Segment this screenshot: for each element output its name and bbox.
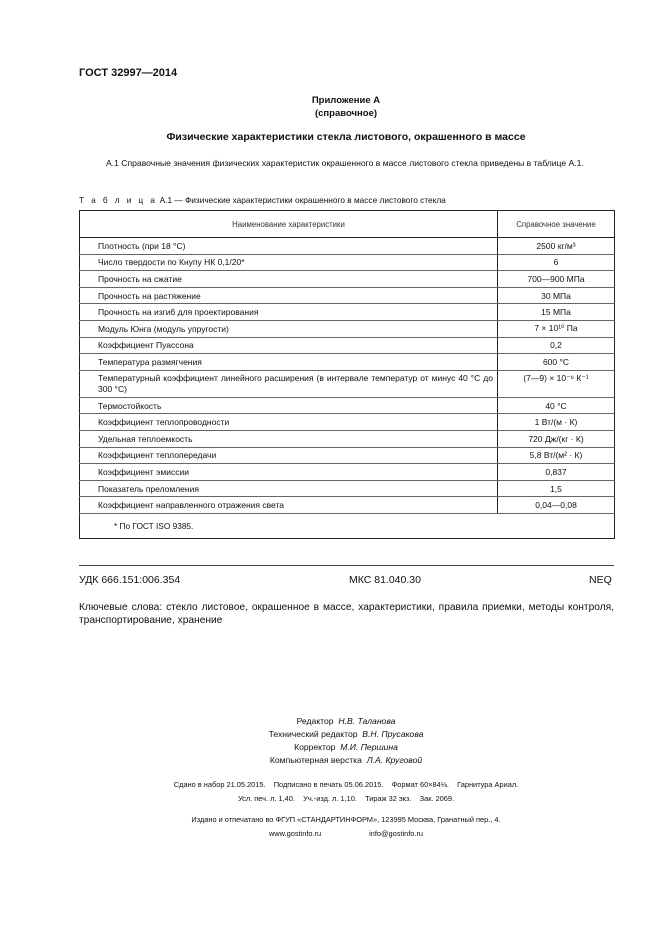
table-row xyxy=(80,430,615,447)
row-name: Коэффициент теплопередачи xyxy=(80,447,498,464)
credit-role: Технический редактор xyxy=(268,729,358,739)
intro-paragraph: А.1 Справочные значения физических характеристик окрашенного в массе листового стекла приведены в таблице А.1. xyxy=(106,158,584,168)
document-header: ГОСТ 32997—2014 xyxy=(79,67,178,79)
row-name: Модуль Юнга (модуль упругости) xyxy=(80,320,498,337)
appendix-heading: Физические характеристики стекла листового, окрашенного в массе xyxy=(166,131,526,143)
credit-role: Корректор xyxy=(294,742,336,752)
row-value: 600 °С xyxy=(498,354,615,371)
characteristics-table xyxy=(79,210,615,539)
row-value: 720 Дж/(кг · К) xyxy=(498,430,615,447)
row-name: Число твердости по Кнупу НК 0,1/20* xyxy=(80,254,498,271)
credit-editor xyxy=(79,716,613,726)
row-name: Коэффициент Пуассона xyxy=(80,337,498,354)
row-name: Термостойкость xyxy=(80,397,498,414)
neq-label: NEQ xyxy=(589,574,612,586)
mks-code: МКС 81.040.30 xyxy=(349,574,421,586)
row-value: 0,2 xyxy=(498,337,615,354)
row-name: Температурный коэффициент линейного расширения (в интервале температур от минус 40 °С до 300 °С) xyxy=(80,370,498,397)
appendix-subtitle: (справочное) xyxy=(314,108,378,119)
row-value: 5,8 Вт/(м² · К) xyxy=(498,447,615,464)
row-value: 7 × 10¹⁰ Па xyxy=(498,320,615,337)
row-name: Коэффициент направленного отражения света xyxy=(80,497,498,514)
row-name: Прочность на изгиб для проектирования xyxy=(80,304,498,321)
website-link[interactable]: www.gostinfo.ru xyxy=(268,829,322,838)
column-header-value: Справочное значение xyxy=(498,211,615,238)
table-row xyxy=(80,414,615,431)
row-value: 0,837 xyxy=(498,464,615,481)
table-row xyxy=(80,304,615,321)
table-row xyxy=(80,480,615,497)
imprint-line-2: Усл. печ. л. 1,40. Уч.-изд. л. 1,10. Тираж 32 экз. Зак. 2069. xyxy=(237,794,455,803)
row-name: Температура размягчения xyxy=(80,354,498,371)
table-row xyxy=(80,464,615,481)
keywords: Ключевые слова: стекло листовое, окрашенное в массе, характеристики, правила приемки, методы контроля, транспортирование, хранение xyxy=(79,602,614,626)
imprint-line-1: Сдано в набор 21.05.2015. Подписано в печать 05.06.2015. Формат 60×84⅛. Гарнитура Ариал. xyxy=(173,780,519,789)
section-divider xyxy=(79,565,614,566)
credit-layout xyxy=(79,755,613,765)
row-value: 1 Вт/(м · К) xyxy=(498,414,615,431)
table-caption xyxy=(79,195,446,205)
table-row xyxy=(80,287,615,304)
table-row xyxy=(80,397,615,414)
row-value: 700—900 МПа xyxy=(498,271,615,288)
appendix-title: Приложение А xyxy=(311,95,381,106)
column-header-name: Наименование характеристики xyxy=(80,211,498,238)
row-value: 15 МПа xyxy=(498,304,615,321)
row-name: Прочность на растяжение xyxy=(80,287,498,304)
row-name: Коэффициент эмиссии xyxy=(80,464,498,481)
table-header-row xyxy=(80,211,615,238)
row-value: 1,5 xyxy=(498,480,615,497)
credit-role: Компьютерная верстка xyxy=(269,755,362,765)
imprint-line-3: Издано и отпечатано во ФГУП «СТАНДАРТИНФОРМ», 123995 Москва, Гранатный пер., 4. xyxy=(191,815,501,824)
table-row xyxy=(80,447,615,464)
credit-person: В.Н. Прусакова xyxy=(362,729,424,739)
table-caption-text: А.1 — Физические характеристики окрашенного в массе листового стекла xyxy=(157,195,446,205)
credit-role: Редактор xyxy=(296,716,334,726)
table-caption-prefix: Т а б л и ц а xyxy=(79,195,158,205)
row-name: Коэффициент теплопроводности xyxy=(80,414,498,431)
udk-code: УДК 666.151:006.354 xyxy=(79,574,181,586)
row-name: Удельная теплоемкость xyxy=(80,430,498,447)
table-row xyxy=(80,320,615,337)
table-row xyxy=(80,271,615,288)
credit-person: Л.А. Круговой xyxy=(366,755,423,765)
row-name: Прочность на сжатие xyxy=(80,271,498,288)
row-value: 6 xyxy=(498,254,615,271)
credit-corrector xyxy=(79,742,613,752)
credit-person: Н.В. Таланова xyxy=(338,716,396,726)
table-footnote-row xyxy=(80,513,615,538)
table-row xyxy=(80,497,615,514)
table-row xyxy=(80,370,615,397)
row-value: 0,04—0,08 xyxy=(498,497,615,514)
row-value: 2500 кг/м³ xyxy=(498,238,615,255)
credit-tech-editor xyxy=(79,729,613,739)
credit-person: М.И. Першина xyxy=(340,742,398,752)
row-value: 30 МПа xyxy=(498,287,615,304)
row-name: Плотность (при 18 °С) xyxy=(80,238,498,255)
table-footnote: * По ГОСТ ISO 9385. xyxy=(80,513,615,538)
table-row xyxy=(80,337,615,354)
table-row xyxy=(80,238,615,255)
table-row xyxy=(80,354,615,371)
imprint-contacts xyxy=(79,829,613,838)
email-link[interactable]: info@gostinfo.ru xyxy=(369,829,424,838)
table-row xyxy=(80,254,615,271)
row-value: 40 °С xyxy=(498,397,615,414)
row-value: (7—9) × 10⁻⁶ К⁻¹ xyxy=(498,370,615,397)
row-name: Показатель преломления xyxy=(80,480,498,497)
